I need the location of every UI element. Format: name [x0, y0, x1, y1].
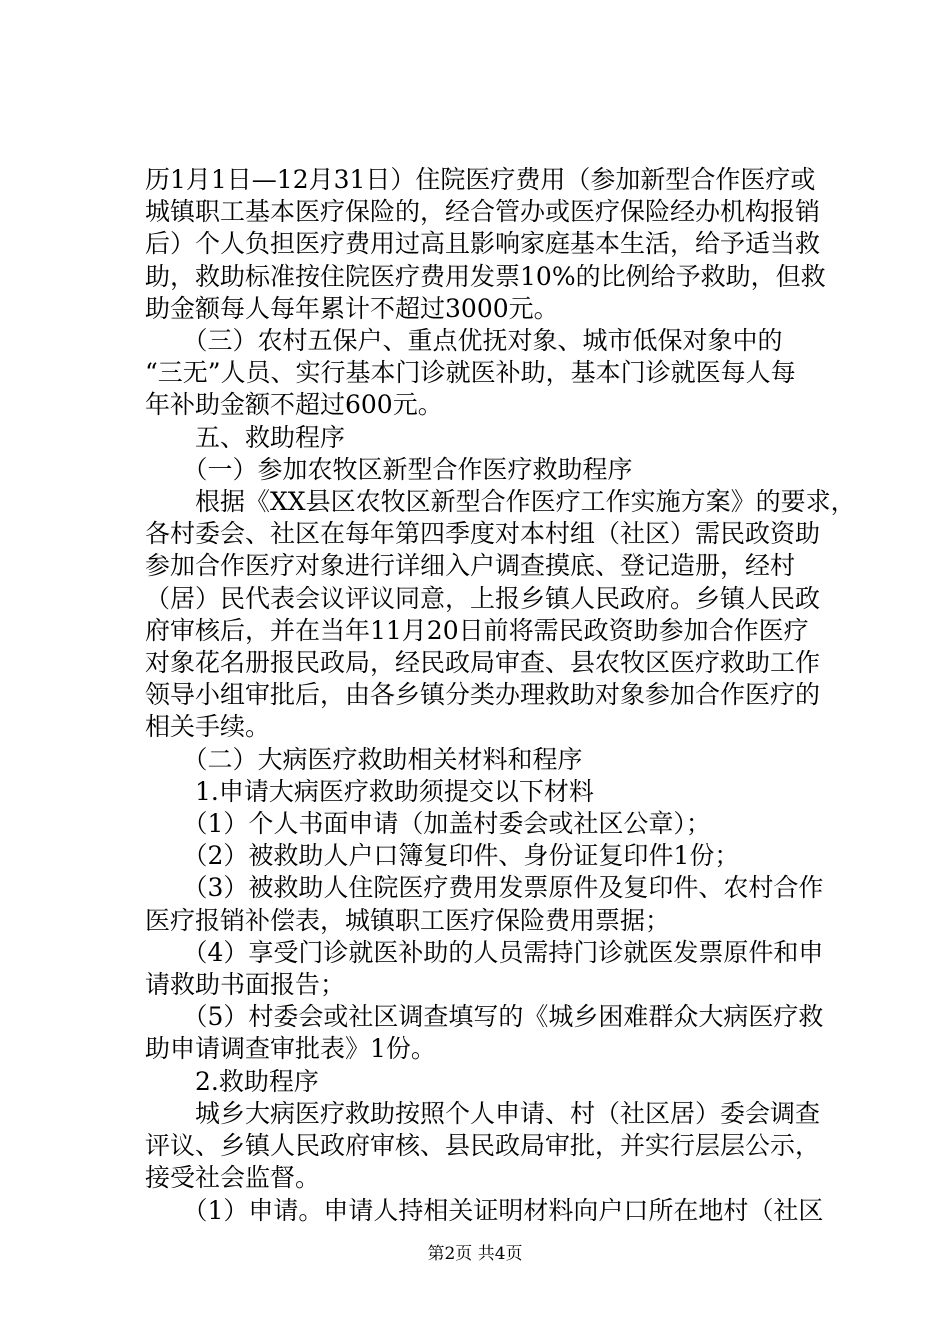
text-line: （一）参加农牧区新型合作医疗救助程序: [145, 454, 633, 484]
text-line: （三）农村五保户、重点优抚对象、城市低保对象中的: [145, 326, 783, 356]
text-line: （1）个人书面申请（加盖村委会或社区公章）；: [145, 809, 711, 839]
text-line: 年补助金额不超过600元。: [145, 390, 443, 420]
text-line: 各村委会、社区在每年第四季度对本村组（社区）需民政资助: [145, 519, 821, 549]
text-line: （1）申请。申请人持相关证明材料向户口所在地村（社区: [145, 1195, 824, 1225]
text-line: （3）被救助人住院医疗费用发票原件及复印件、农村合作: [145, 873, 824, 903]
text-line: （4）享受门诊就医补助的人员需持门诊就医发票原件和申: [145, 937, 824, 967]
text-line: 接受社会监督。: [145, 1163, 321, 1193]
text-line: 医疗报销补偿表，城镇职工医疗保险费用票据；: [145, 905, 671, 935]
text-line: 助申请调查审批表》1份。: [145, 1034, 436, 1064]
body-text: [145, 164, 856, 1227]
text-line: 参加合作医疗对象进行详细入户调查摸底、登记造册，经村: [145, 551, 796, 581]
text-line: （二）大病医疗救助相关材料和程序: [145, 744, 583, 774]
text-line: 2.救助程序: [145, 1066, 319, 1096]
text-line: 领导小组审批后，由各乡镇分类办理救助对象参加合作医疗的: [145, 680, 821, 710]
text-line: 助，救助标准按住院医疗费用发票10%的比例给予救助，但救: [145, 261, 826, 291]
text-line: “三无”人员、实行基本门诊就医补助，基本门诊就医每人每: [145, 358, 796, 388]
text-line: 五、救助程序: [145, 422, 346, 452]
text-line: （2）被救助人户口簿复印件、身份证复印件1份；: [145, 841, 740, 871]
text-line: 1.申请大病医疗救助须提交以下材料: [145, 776, 594, 806]
text-line: （居）民代表会议评议同意，上报乡镇人民政府。乡镇人民政: [145, 583, 821, 613]
text-line: 后）个人负担医疗费用过高且影响家庭基本生活，给予适当救: [145, 229, 821, 259]
page-footer: 第2页 共4页: [427, 1244, 523, 1264]
text-line: 历1月1日—12月31日）住院医疗费用（参加新型合作医疗或: [145, 165, 816, 194]
text-line: 府审核后，并在当年11月20日前将需民政资助参加合作医疗: [145, 615, 809, 645]
text-line: 请救助书面报告；: [145, 970, 346, 1000]
text-line: （5）村委会或社区调查填写的《城乡困难群众大病医疗救: [145, 1002, 824, 1032]
text-line: 城镇职工基本医疗保险的，经合管办或医疗保险经办机构报销: [145, 197, 821, 227]
text-line: 相关手续。: [145, 712, 271, 742]
text-line: 根据《XX县区农牧区新型合作医疗工作实施方案》的要求，: [145, 487, 856, 517]
text-line: 城乡大病医疗救助按照个人申请、村（社区居）委会调查: [145, 1098, 821, 1128]
text-line: 对象花名册报民政局，经民政局审查、县农牧区医疗救助工作: [145, 648, 821, 678]
text-line: 助金额每人每年累计不超过3000元。: [145, 293, 559, 323]
text-line: 评议、乡镇人民政府审核、县民政局审批，并实行层层公示，: [145, 1131, 821, 1161]
